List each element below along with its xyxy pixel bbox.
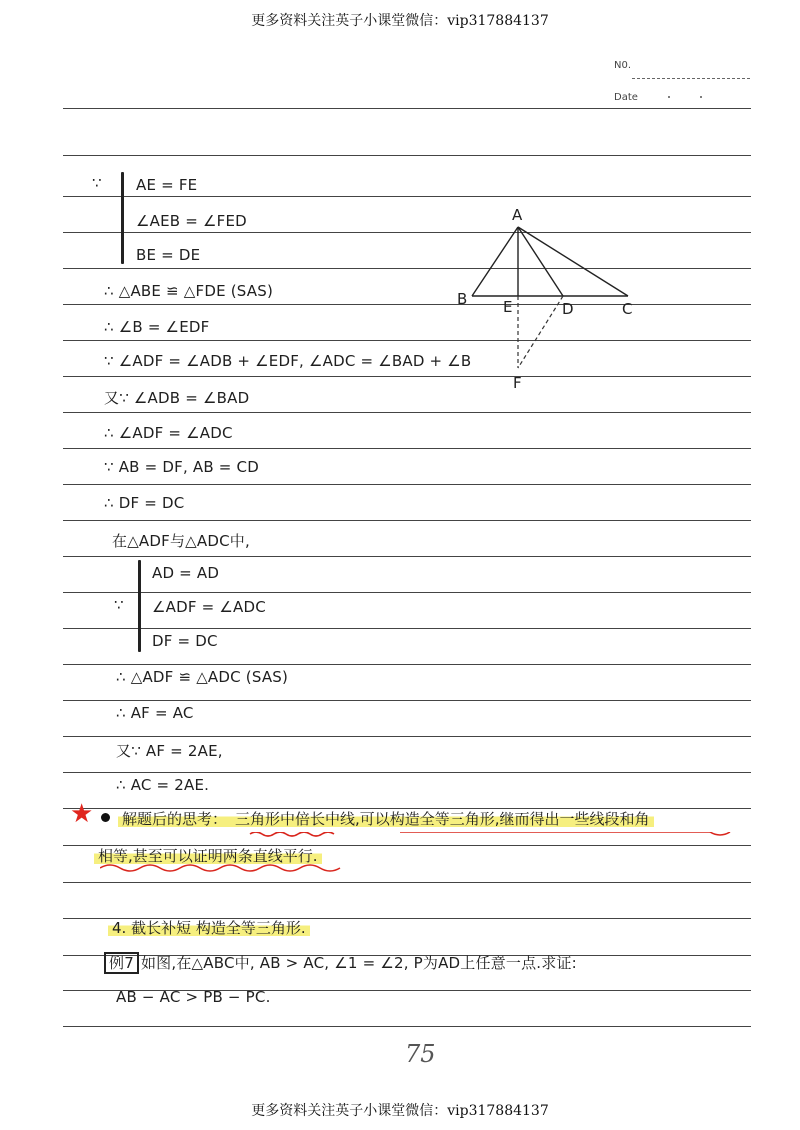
example-7-line-1 xyxy=(104,952,577,973)
footer-watermark-text: 更多资料关注英子小课堂微信：vip317884137 xyxy=(251,1103,549,1119)
proof-line: ∴ ∠B = ∠EDF xyxy=(104,318,210,336)
red-underline-squiggle xyxy=(100,832,740,872)
brace xyxy=(121,172,124,264)
proof-line: ∴ △ABE ≌ △FDE (SAS) xyxy=(104,282,274,300)
proof-line: BE = DE xyxy=(136,246,201,264)
example-7-line-2: AB − AC > PB − PC. xyxy=(116,988,271,1006)
segment-ab xyxy=(472,227,518,296)
label-e: E xyxy=(503,298,513,316)
label-f: F xyxy=(513,374,522,392)
proof-line: ∴ AC = 2AE. xyxy=(116,776,210,794)
brace xyxy=(138,560,141,652)
proof-line: ∵ ∠ADF = ∠ADB + ∠EDF, ∠ADC = ∠BAD + ∠B xyxy=(104,352,472,370)
proof-line: ∠ADF = ∠ADC xyxy=(152,598,266,616)
proof-line: ∴ AF = AC xyxy=(116,704,194,722)
proof-line: 又∵ ∠ADB = ∠BAD xyxy=(104,389,250,407)
label-c: C xyxy=(622,300,633,318)
page-number: 75 xyxy=(405,1040,436,1068)
section-4-heading: 4. 截长补短 构造全等三角形. xyxy=(108,917,310,938)
proof-line: ∴ △ADF ≌ △ADC (SAS) xyxy=(116,668,289,686)
example-tag: 例7 xyxy=(104,952,139,974)
proof-line: ∠AEB = ∠FED xyxy=(136,212,247,230)
proof-line: ∴ ∠ADF = ∠ADC xyxy=(104,424,233,442)
proof-line: AE = FE xyxy=(136,176,198,194)
notebook-number-line xyxy=(632,78,750,79)
reflection-title: 解题后的思考： xyxy=(118,810,231,828)
proof-line: ∴ DF = DC xyxy=(104,494,185,512)
reflection-text: 三角形中倍长中线,可以构造全等三角形,继而得出一些线段和角 xyxy=(231,810,654,828)
label-d: D xyxy=(562,300,574,318)
given-symbol: ∵ xyxy=(114,596,124,614)
star-icon: ★ xyxy=(70,799,94,829)
segment-df-dashed xyxy=(518,296,563,368)
label-b: B xyxy=(457,290,468,308)
proof-line: AD = AD xyxy=(152,564,220,582)
triangle-diagram xyxy=(445,200,645,400)
given-symbol: ∵ xyxy=(92,174,102,192)
bullet-icon xyxy=(101,813,110,822)
date-dot xyxy=(700,96,702,98)
segment-ac xyxy=(518,227,628,296)
proof-line: 在△ADF与△ADC中, xyxy=(112,532,250,550)
reflection-text-2: 相等,甚至可以证明两条直线平行. xyxy=(94,847,322,865)
proof-line: DF = DC xyxy=(152,632,218,650)
label-a: A xyxy=(512,206,523,224)
notebook-date-label: Date xyxy=(614,92,638,103)
proof-line: ∵ AB = DF, AB = CD xyxy=(104,458,259,476)
segment-ad xyxy=(518,227,563,296)
reflection-line-1 xyxy=(118,808,654,829)
example-text: 如图,在△ABC中, AB > AC, ∠1 = ∠2, P为AD上任意一点.求证: xyxy=(140,954,577,972)
date-dot xyxy=(668,96,670,98)
header-watermark-text: 更多资料关注英子小课堂微信：vip317884137 xyxy=(251,13,549,29)
notebook-number-label: N0. xyxy=(614,60,632,71)
proof-line: 又∵ AF = 2AE, xyxy=(116,742,223,760)
